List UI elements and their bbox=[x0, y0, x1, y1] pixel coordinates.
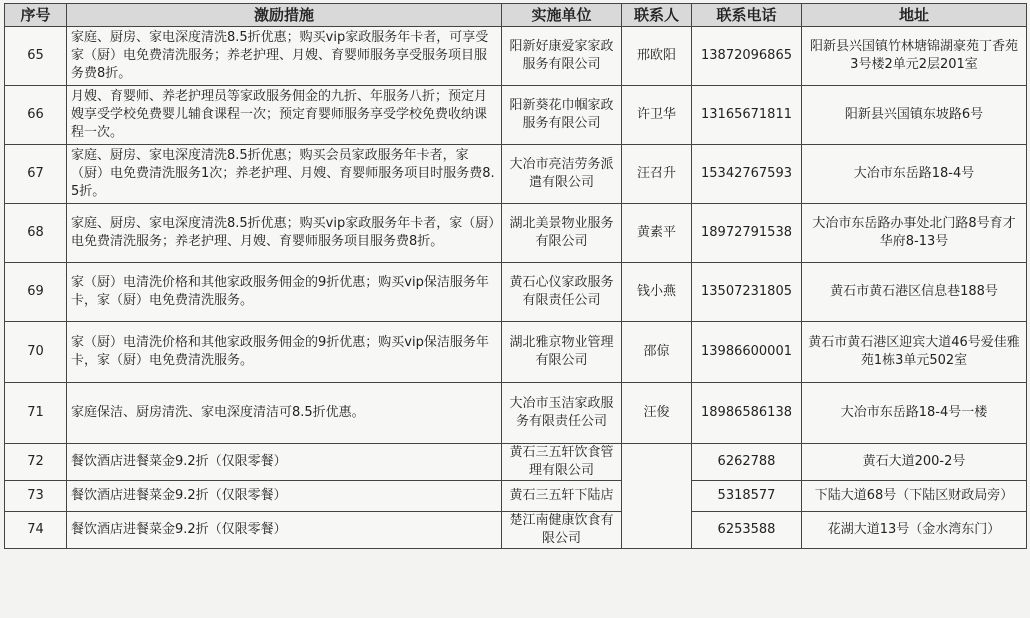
row-phone: 13507231805 bbox=[692, 263, 802, 322]
row-address: 大冶市东岳路办事处北门路8号育才华府8-13号 bbox=[802, 204, 1027, 263]
header-no: 序号 bbox=[5, 4, 67, 27]
table-row bbox=[5, 86, 1027, 145]
header-contact: 联系人 bbox=[622, 4, 692, 27]
incentive-table bbox=[4, 3, 1027, 549]
row-measure: 月嫂、育婴师、养老护理员等家政服务佣金的九折、年服务八折；预定月嫂享受学校免费婴儿辅食课程一次；预定育婴师服务享受学校免费收纳课程一次。 bbox=[67, 86, 502, 145]
table-row bbox=[5, 322, 1027, 383]
table-row bbox=[5, 263, 1027, 322]
table-row bbox=[5, 204, 1027, 263]
row-measure: 餐饮酒店进餐菜金9.2折（仅限零餐） bbox=[67, 512, 502, 549]
table-row bbox=[5, 512, 1027, 549]
row-unit: 大冶市玉洁家政服务有限责任公司 bbox=[502, 383, 622, 444]
row-measure: 家庭、厨房、家电深度清洗8.5折优惠；购买会员家政服务年卡者，家（厨）电免费清洗服务1次；养老护理、月嫂、育婴师服务项目时服务费8.5折。 bbox=[67, 145, 502, 204]
row-contact: 许卫华 bbox=[622, 86, 692, 145]
row-no: 70 bbox=[5, 322, 67, 383]
row-address: 大冶市东岳路18-4号一楼 bbox=[802, 383, 1027, 444]
row-phone: 13986600001 bbox=[692, 322, 802, 383]
row-measure: 家庭保洁、厨房清洗、家电深度清洁可8.5折优惠。 bbox=[67, 383, 502, 444]
row-no: 69 bbox=[5, 263, 67, 322]
row-measure: 餐饮酒店进餐菜金9.2折（仅限零餐） bbox=[67, 481, 502, 512]
header-address: 地址 bbox=[802, 4, 1027, 27]
row-address: 阳新县兴国镇竹林塘锦湖豪苑丁香苑3号楼2单元2层201室 bbox=[802, 27, 1027, 86]
row-address: 黄石市黄石港区迎宾大道46号爱佳雅苑1栋3单元502室 bbox=[802, 322, 1027, 383]
row-unit: 黄石心仪家政服务有限责任公司 bbox=[502, 263, 622, 322]
row-phone: 6262788 bbox=[692, 444, 802, 481]
row-unit: 湖北雅京物业管理有限公司 bbox=[502, 322, 622, 383]
row-measure: 家（厨）电清洗价格和其他家政服务佣金的9折优惠；购买vip保洁服务年卡，家（厨）电免费清洗服务。 bbox=[67, 263, 502, 322]
row-contact: 黄素平 bbox=[622, 204, 692, 263]
header-unit: 实施单位 bbox=[502, 4, 622, 27]
row-unit: 楚江南健康饮食有限公司 bbox=[502, 512, 622, 549]
table-row bbox=[5, 27, 1027, 86]
row-address: 黄石市黄石港区信息巷188号 bbox=[802, 263, 1027, 322]
row-contact: 邵倞 bbox=[622, 322, 692, 383]
table-row bbox=[5, 145, 1027, 204]
row-no: 73 bbox=[5, 481, 67, 512]
row-no: 65 bbox=[5, 27, 67, 86]
row-no: 72 bbox=[5, 444, 67, 481]
row-contact: 汪召升 bbox=[622, 145, 692, 204]
table-row bbox=[5, 481, 1027, 512]
row-no: 68 bbox=[5, 204, 67, 263]
row-phone: 5318577 bbox=[692, 481, 802, 512]
row-phone: 6253588 bbox=[692, 512, 802, 549]
row-address: 阳新县兴国镇东坡路6号 bbox=[802, 86, 1027, 145]
row-unit: 湖北美景物业服务有限公司 bbox=[502, 204, 622, 263]
row-phone: 18986586138 bbox=[692, 383, 802, 444]
row-unit: 黄石三五轩饮食管理有限公司 bbox=[502, 444, 622, 481]
row-no: 66 bbox=[5, 86, 67, 145]
row-phone: 18972791538 bbox=[692, 204, 802, 263]
row-address: 大冶市东岳路18-4号 bbox=[802, 145, 1027, 204]
header-measure: 激励措施 bbox=[67, 4, 502, 27]
row-phone: 13872096865 bbox=[692, 27, 802, 86]
row-measure: 家庭、厨房、家电深度清洗8.5折优惠；购买vip家政服务年卡者，可享受家（厨）电免费清洗服务；养老护理、月嫂、育婴师服务享受服务项目服务费8折。 bbox=[67, 27, 502, 86]
row-contact: 钱小燕 bbox=[622, 263, 692, 322]
row-contact-merged bbox=[622, 444, 692, 549]
row-phone: 15342767593 bbox=[692, 145, 802, 204]
row-measure: 家庭、厨房、家电深度清洗8.5折优惠；购买vip家政服务年卡者，家（厨）电免费清洗服务；养老护理、月嫂、育婴师服务项目服务费8折。 bbox=[67, 204, 502, 263]
row-address: 花湖大道13号（金水湾东门） bbox=[802, 512, 1027, 549]
table-row bbox=[5, 383, 1027, 444]
table-header-row bbox=[5, 4, 1027, 27]
row-address: 黄石大道200-2号 bbox=[802, 444, 1027, 481]
row-unit: 阳新葵花巾帼家政服务有限公司 bbox=[502, 86, 622, 145]
row-unit: 大冶市亮洁劳务派遣有限公司 bbox=[502, 145, 622, 204]
row-address: 下陆大道68号（下陆区财政局旁） bbox=[802, 481, 1027, 512]
table-row bbox=[5, 444, 1027, 481]
row-no: 74 bbox=[5, 512, 67, 549]
header-phone: 联系电话 bbox=[692, 4, 802, 27]
row-measure: 家（厨）电清洗价格和其他家政服务佣金的9折优惠；购买vip保洁服务年卡，家（厨）电免费清洗服务。 bbox=[67, 322, 502, 383]
row-contact: 汪俊 bbox=[622, 383, 692, 444]
row-unit: 黄石三五轩下陆店 bbox=[502, 481, 622, 512]
row-no: 67 bbox=[5, 145, 67, 204]
row-no: 71 bbox=[5, 383, 67, 444]
row-contact: 邢欧阳 bbox=[622, 27, 692, 86]
row-measure: 餐饮酒店进餐菜金9.2折（仅限零餐） bbox=[67, 444, 502, 481]
row-unit: 阳新好康爱家家政服务有限公司 bbox=[502, 27, 622, 86]
row-phone: 13165671811 bbox=[692, 86, 802, 145]
